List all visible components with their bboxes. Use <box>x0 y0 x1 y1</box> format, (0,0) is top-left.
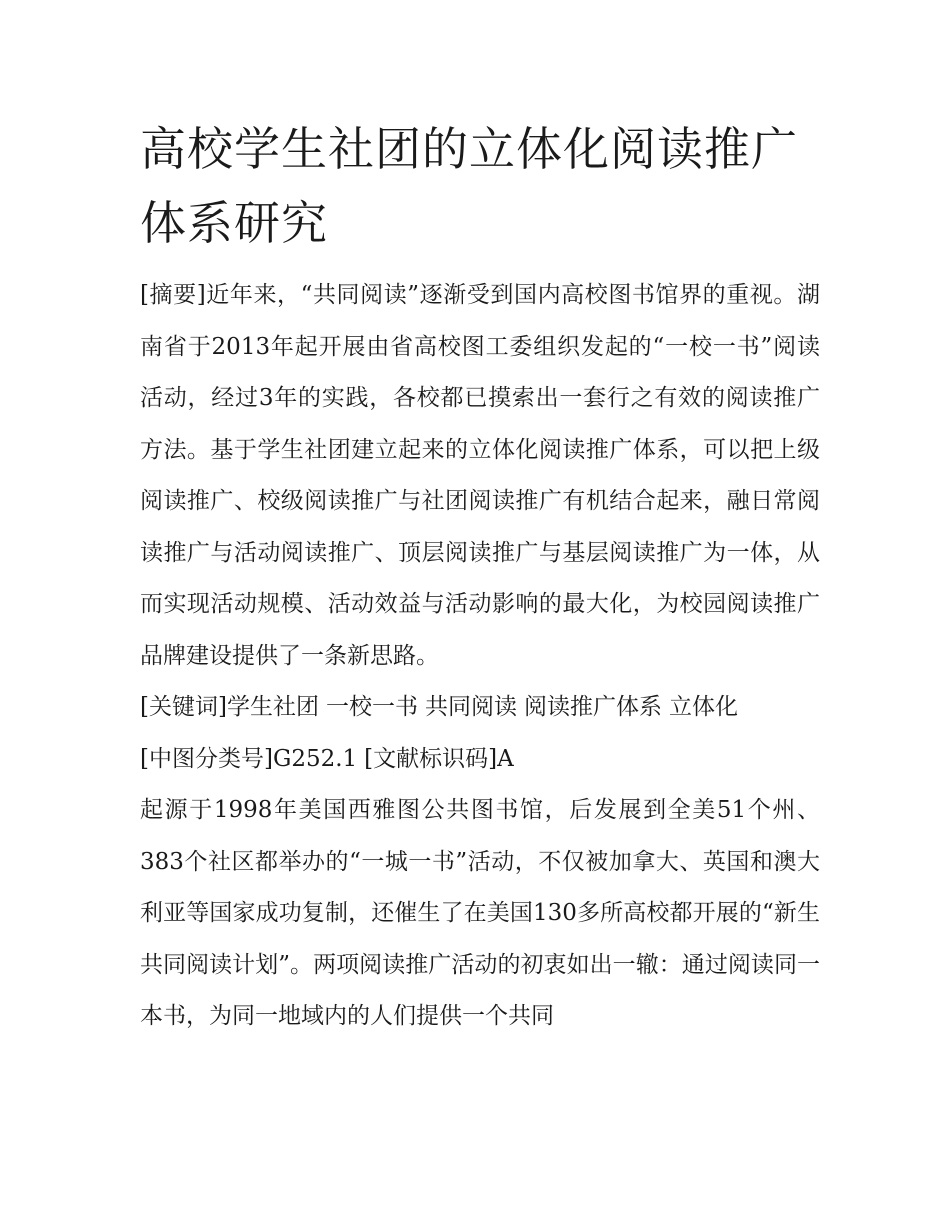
keyword-item: 共同阅读 <box>424 694 517 720</box>
keyword-item: 一校一书 <box>325 694 418 720</box>
document-page <box>140 112 820 1043</box>
keywords-line <box>140 682 820 734</box>
body-paragraph: 起源于1998年美国西雅图公共图书馆，后发展到全美51个州、383个社区都举办的“一城一书”活动，不仅被加拿大、英国和澳大利亚等国家成功复制，还催生了在美国130多所高校都开展的“新生共同阅读计划”。两项阅读推广活动的初衷如出一辙：通过阅读同一本书，为同一地域内的人们提供一个共同 <box>140 797 820 1029</box>
keywords-label: [关键词] <box>140 694 227 720</box>
classification-label: [中图分类号] <box>140 745 273 772</box>
doc-id-label: [文献标识码] <box>364 745 498 772</box>
abstract-paragraph: [摘要]近年来，“共同阅读”逐渐受到国内高校图书馆界的重视。湖南省于2013年起开展由省高校图工委组织发起的“一校一书”阅读活动，经过3年的实践，各校都已摸索出一套行之有效的阅读推广方法。基于学生社团建立起来的立体化阅读推广体系，可以把上级阅读推广、校级阅读推广与社团阅读推广有机结合起来，融日常阅读推广与活动阅读推广、顶层阅读推广与基层阅读推广为一体，从而实现活动规模、活动效益与活动影响的最大化，为校园阅读推广品牌建设提供了一条新思路。 <box>140 282 820 669</box>
keyword-item: 立体化 <box>668 694 738 720</box>
keyword-item: 学生社团 <box>226 694 319 720</box>
classification-line <box>140 734 820 786</box>
document-title: 高校学生社团的立体化阅读推广体系研究 <box>140 122 798 250</box>
classification-code: G252.1 <box>272 745 358 772</box>
doc-id-code: A <box>497 745 514 772</box>
keyword-item: 阅读推广体系 <box>523 694 662 720</box>
